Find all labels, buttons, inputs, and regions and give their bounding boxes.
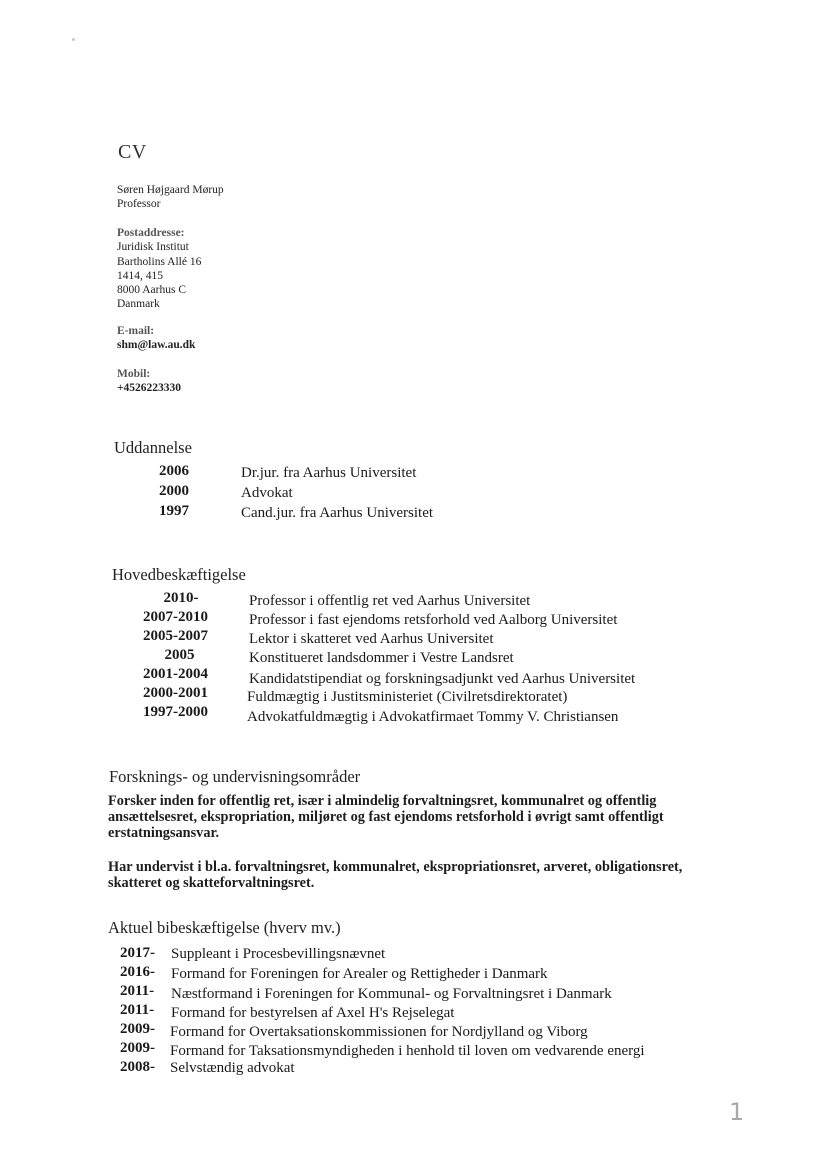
secondary-heading: Aktuel bibeskæftigelse (hverv mv.) [108,918,341,937]
employment-year: 2007-2010 [143,609,208,625]
employment-year: 2005 [164,647,195,663]
secondary-year: 2009- [120,1021,155,1037]
email-block [117,324,195,353]
secondary-year: 2009- [120,1040,155,1056]
mobile-block [117,367,181,396]
education-year: 1997 [159,503,189,519]
employment-year: 1997-2000 [143,704,208,720]
person-position: Professor [117,198,161,211]
employment-year: 2001-2004 [143,666,208,682]
education-year: 2000 [159,483,189,499]
employment-text: Konstitueret landsdommer i Vestre Landsret [249,650,514,666]
address-line: 8000 Aarhus C [117,284,186,297]
education-text: Cand.jur. fra Aarhus Universitet [241,505,434,521]
employment-text: Advokatfuldmægtig i Advokatfirmaet Tommy V. Christiansen [247,709,619,725]
mobile-label: Mobil: [117,368,151,380]
employment-year: 2000-2001 [143,685,208,701]
address-line: Bartholins Allé 16 [117,255,202,268]
employment-text: Lektor i skatteret ved Aarhus Universitet [249,631,494,647]
person-name: Søren Højgaard Mørup [117,184,224,196]
secondary-year: 2011- [120,1002,155,1018]
employment-text: Professor i offentlig ret ved Aarhus Universitet [249,593,531,609]
secondary-text: Formand for bestyrelsen af Axel H's Rejselegat [171,1005,455,1021]
mobile-value: +4526223330 [117,382,182,395]
secondary-year: 2016- [120,964,155,980]
scan-speck [72,38,75,41]
education-text: Dr.jur. fra Aarhus Universitet [241,465,417,481]
education-heading: Uddannelse [114,438,192,457]
employment-text: Professor i fast ejendoms retsforhold ved Aalborg Universitet [249,612,618,628]
secondary-text: Suppleant i Procesbevillingsnævnet [171,946,386,962]
address-line: Danmark [117,298,160,311]
secondary-text: Selvstændig advokat [170,1060,295,1076]
employment-text: Fuldmægtig i Justitsministeriet (Civilretsdirektoratet) [247,689,568,705]
research-paragraph: Forsker inden for offentlig ret, især i almindelig forvaltningsret, kommunalret og offentlig ansættelsesret, ekspropriation, miljøret og fast ejendoms retsforhold i øvrigt samt offentligt erstatningsansvar. [108,793,664,841]
address-block [117,226,201,312]
page-title: CV [118,141,147,163]
address-line: Juridisk Institut [117,241,189,254]
page-number: 1 [729,1098,745,1126]
secondary-text: Formand for Overtaksationskommissionen for Nordjylland og Viborg [170,1024,588,1040]
education-year: 2006 [159,463,189,479]
secondary-text: Formand for Taksationsmyndigheden i henhold til loven om vedvarende energi [170,1043,645,1059]
secondary-year: 2011- [120,983,155,999]
secondary-year: 2017- [120,945,155,961]
employment-year: 2005-2007 [143,628,208,644]
secondary-text: Formand for Foreningen for Arealer og Rettigheder i Danmark [171,966,548,982]
employment-text: Kandidatstipendiat og forskningsadjunkt ved Aarhus Universitet [249,671,636,687]
address-line: 1414, 415 [117,269,163,282]
employment-heading: Hovedbeskæftigelse [112,565,246,584]
employment-year: 2010- [163,590,199,606]
secondary-year: 2008- [120,1059,155,1075]
contact-block [117,183,224,212]
address-label: Postaddresse: [117,227,185,239]
research-heading: Forsknings- og undervisningsområder [109,767,361,786]
teaching-paragraph: Har undervist i bl.a. forvaltningsret, kommunalret, ekspropriationsret, arveret, obligationsret, skatteret og skatteforvaltningsret. [108,859,683,891]
education-text: Advokat [241,485,293,501]
secondary-text: Næstformand i Foreningen for Kommunal- og Forvaltningsret i Danmark [171,986,612,1002]
email-label: E-mail: [117,325,155,337]
email-value: shm@law.au.dk [117,339,196,352]
